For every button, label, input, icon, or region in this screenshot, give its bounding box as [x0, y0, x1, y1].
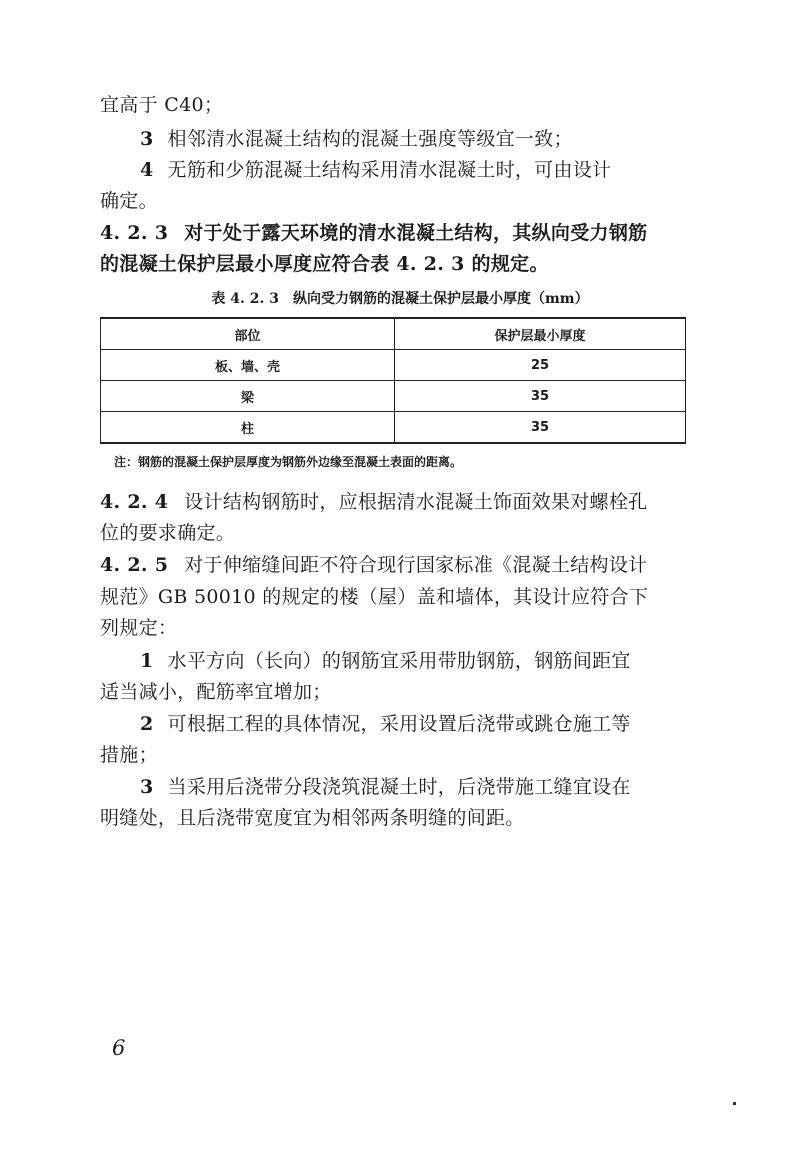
table-title: 纵向受力钢筋的混凝土保护层最小厚度（mm） — [292, 291, 589, 307]
table-cell: 板、墙、壳 — [101, 350, 395, 381]
clause-text: 的混凝土保护层最小厚度应符合表 4. 2. 3 的规定。 — [100, 253, 549, 275]
column-header: 部位 — [101, 318, 395, 350]
item-text: 相邻清水混凝土结构的混凝土强度等级宜一致； — [167, 128, 573, 150]
clause-number: 4. 2. 3 — [100, 222, 169, 244]
list-item — [140, 126, 573, 152]
clause-text: 设计结构钢筋时，应根据清水混凝土饰面效果对螺栓孔 — [184, 491, 648, 513]
column-header: 保护层最小厚度 — [395, 318, 686, 350]
table-number: 表 4. 2. 3 — [211, 291, 279, 307]
list-item — [140, 711, 631, 737]
scan-mark — [733, 1102, 736, 1105]
clause-4-2-5-continuation — [100, 584, 648, 610]
item-text: 可根据工程的具体情况，采用设置后浇带或跳仓施工等 — [167, 713, 631, 735]
table-note: 注：钢筋的混凝土保护层厚度为钢筋外边缘至混凝土表面的距离。 — [114, 455, 463, 469]
table-cell: 35 — [395, 412, 686, 444]
table-cell: 柱 — [101, 412, 395, 444]
item-text: 无筋和少筋混凝土结构采用清水混凝土时，可由设计 — [167, 159, 612, 181]
page-number: 6 — [112, 1036, 126, 1060]
item-text: 水平方向（长向）的钢筋宜采用带肋钢筋，钢筋间距宜 — [167, 650, 631, 672]
clause-4-2-5-continuation — [100, 615, 177, 641]
table-cell: 梁 — [101, 381, 395, 412]
table-row — [101, 381, 686, 412]
list-item-continuation — [100, 805, 525, 831]
table-header-row — [101, 318, 686, 350]
list-item — [140, 774, 631, 800]
table-caption — [0, 289, 800, 309]
cover-thickness-table — [100, 317, 686, 444]
clause-text: 位的要求确定。 — [100, 522, 236, 544]
clause-text: 对于处于露天环境的清水混凝土结构，其纵向受力钢筋 — [184, 222, 648, 244]
clause-text: 列规定： — [100, 617, 178, 639]
item-text: 当采用后浇带分段浇筑混凝土时，后浇带施工缝宜设在 — [167, 776, 631, 798]
clause-text: 规范》GB 50010 的规定的楼（屋）盖和墙体，其设计应符合下 — [100, 586, 649, 608]
clause-number: 4. 2. 5 — [100, 554, 169, 576]
table-cell: 25 — [395, 350, 686, 381]
item-text: 明缝处，且后浇带宽度宜为相邻两条明缝的间距。 — [100, 807, 525, 829]
table-row — [101, 412, 686, 444]
clause-4-2-4 — [100, 489, 647, 515]
item-number: 4 — [140, 159, 154, 181]
item-text: 措施； — [100, 744, 158, 766]
clause-4-2-3 — [100, 220, 647, 246]
list-item-continuation — [100, 742, 158, 768]
clause-4-2-5 — [100, 552, 647, 578]
clause-4-2-4-continuation — [100, 520, 235, 546]
clause-number: 4. 2. 4 — [100, 491, 169, 513]
list-item-continuation — [100, 188, 158, 214]
clause-4-2-3-continuation — [100, 251, 549, 277]
item-number: 2 — [140, 713, 154, 735]
item-number: 3 — [140, 128, 154, 150]
item-number: 3 — [140, 776, 154, 798]
clause-text: 对于伸缩缝间距不符合现行国家标准《混凝土结构设计 — [184, 554, 648, 576]
paragraph-text: 宜高于 C40； — [100, 94, 224, 116]
list-item-continuation — [100, 679, 332, 705]
item-number: 1 — [140, 650, 154, 672]
paragraph-continuation — [100, 92, 223, 118]
list-item — [140, 157, 611, 183]
list-item — [140, 648, 631, 674]
item-text: 确定。 — [100, 190, 158, 212]
table-row — [101, 350, 686, 381]
table-cell: 35 — [395, 381, 686, 412]
item-text: 适当减小，配筋率宜增加； — [100, 681, 332, 703]
